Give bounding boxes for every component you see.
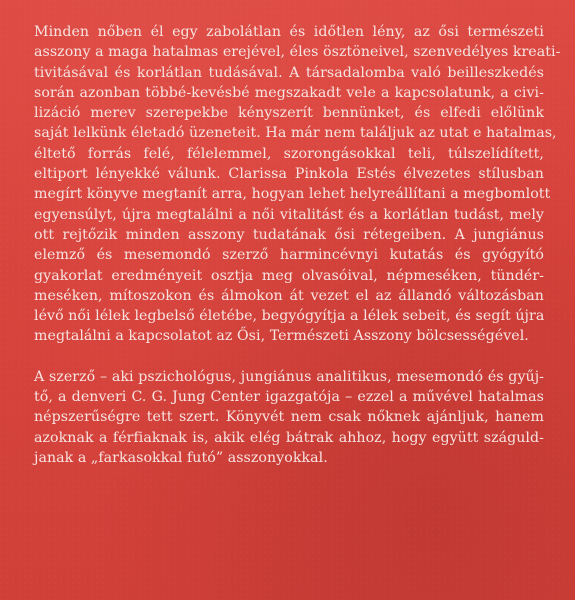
paragraph-line: ott rejtőzik minden asszony tudatának ősi rétegeiben. A jungiánus (34, 226, 544, 243)
paragraph-line: gyakorlat eredményeit osztja meg olvasóival, népmeséken, tündér- (34, 267, 544, 284)
paragraph-line: megtalálni a kapcsolatot az Ősi, Természeti Asszony bölcsességével. (34, 328, 529, 345)
paragraph-line: eltiport lényekké válunk. Clarissa Pinkola Estés élvezetes stílusban (34, 166, 544, 183)
paragraph-line: lévő női lélek legbelső életébe, begyógyítja a lélek sebeit, és segít újra (34, 308, 545, 325)
paragraph-line: népszerűségre tett szert. Könyvét nem csak nőknek ajánljuk, hanem (34, 409, 544, 426)
paragraph-line: Minden nőben él egy zabolátlan és időtlen lény, az ősi természeti (34, 24, 544, 40)
paragraph-line: janak a „farkasokkal futó” asszonyokkal. (34, 449, 328, 466)
paragraph-line: éltető forrás felé, félelemmel, szorongásokkal teli, túlszelídített, (34, 145, 544, 162)
paragraph-line: saját lelkünk életadó üzeneteit. Ha már nem találjuk az utat e hatalmas, (34, 125, 557, 142)
paragraph-line: meséken, mítoszokon és álmokon át vezet el az állandó változásban (34, 287, 544, 304)
paragraph-line: tő, a denveri C. G. Jung Center igazgatója – ezzel a művével hatalmas (34, 389, 544, 406)
paragraph-line: elemző és mesemondó szerző harmincévnyi kutatás és gyógyító (34, 247, 544, 264)
paragraph-gap (34, 347, 544, 367)
paragraph-line: lizáció merev szerepekbe kényszerít bennünket, és elfedi előlünk (34, 105, 544, 122)
paragraph-line: asszony a maga hatalmas erejével, éles ösztöneivel, szenvedélyes kreati- (34, 44, 561, 61)
paragraph-line: megírt könyve megtanít arra, hogyan lehet helyreállítani a megbomlott (34, 186, 551, 203)
paragraph-line: egyensúlyt, újra megtalálni a női vitalitást és a korlátlan tudást, mely (34, 206, 544, 223)
back-cover-text (34, 22, 561, 468)
paragraph-line: A szerző – aki pszichológus, jungiánus analitikus, mesemondó és gyűj- (34, 368, 544, 385)
paragraph-line: során azonban többé-kevésbé megszakadt vele a kapcsolatunk, a civi- (34, 84, 544, 101)
author-paragraph (34, 367, 544, 468)
paragraph-line: azoknak a férfiaknak is, akik elég bátrak ahhoz, hogy együtt száguld- (34, 429, 544, 446)
paragraph-line: tivitásával és korlátlan tudásával. A társadalomba való beilleszkedés (34, 64, 544, 81)
description-paragraph (34, 22, 561, 347)
